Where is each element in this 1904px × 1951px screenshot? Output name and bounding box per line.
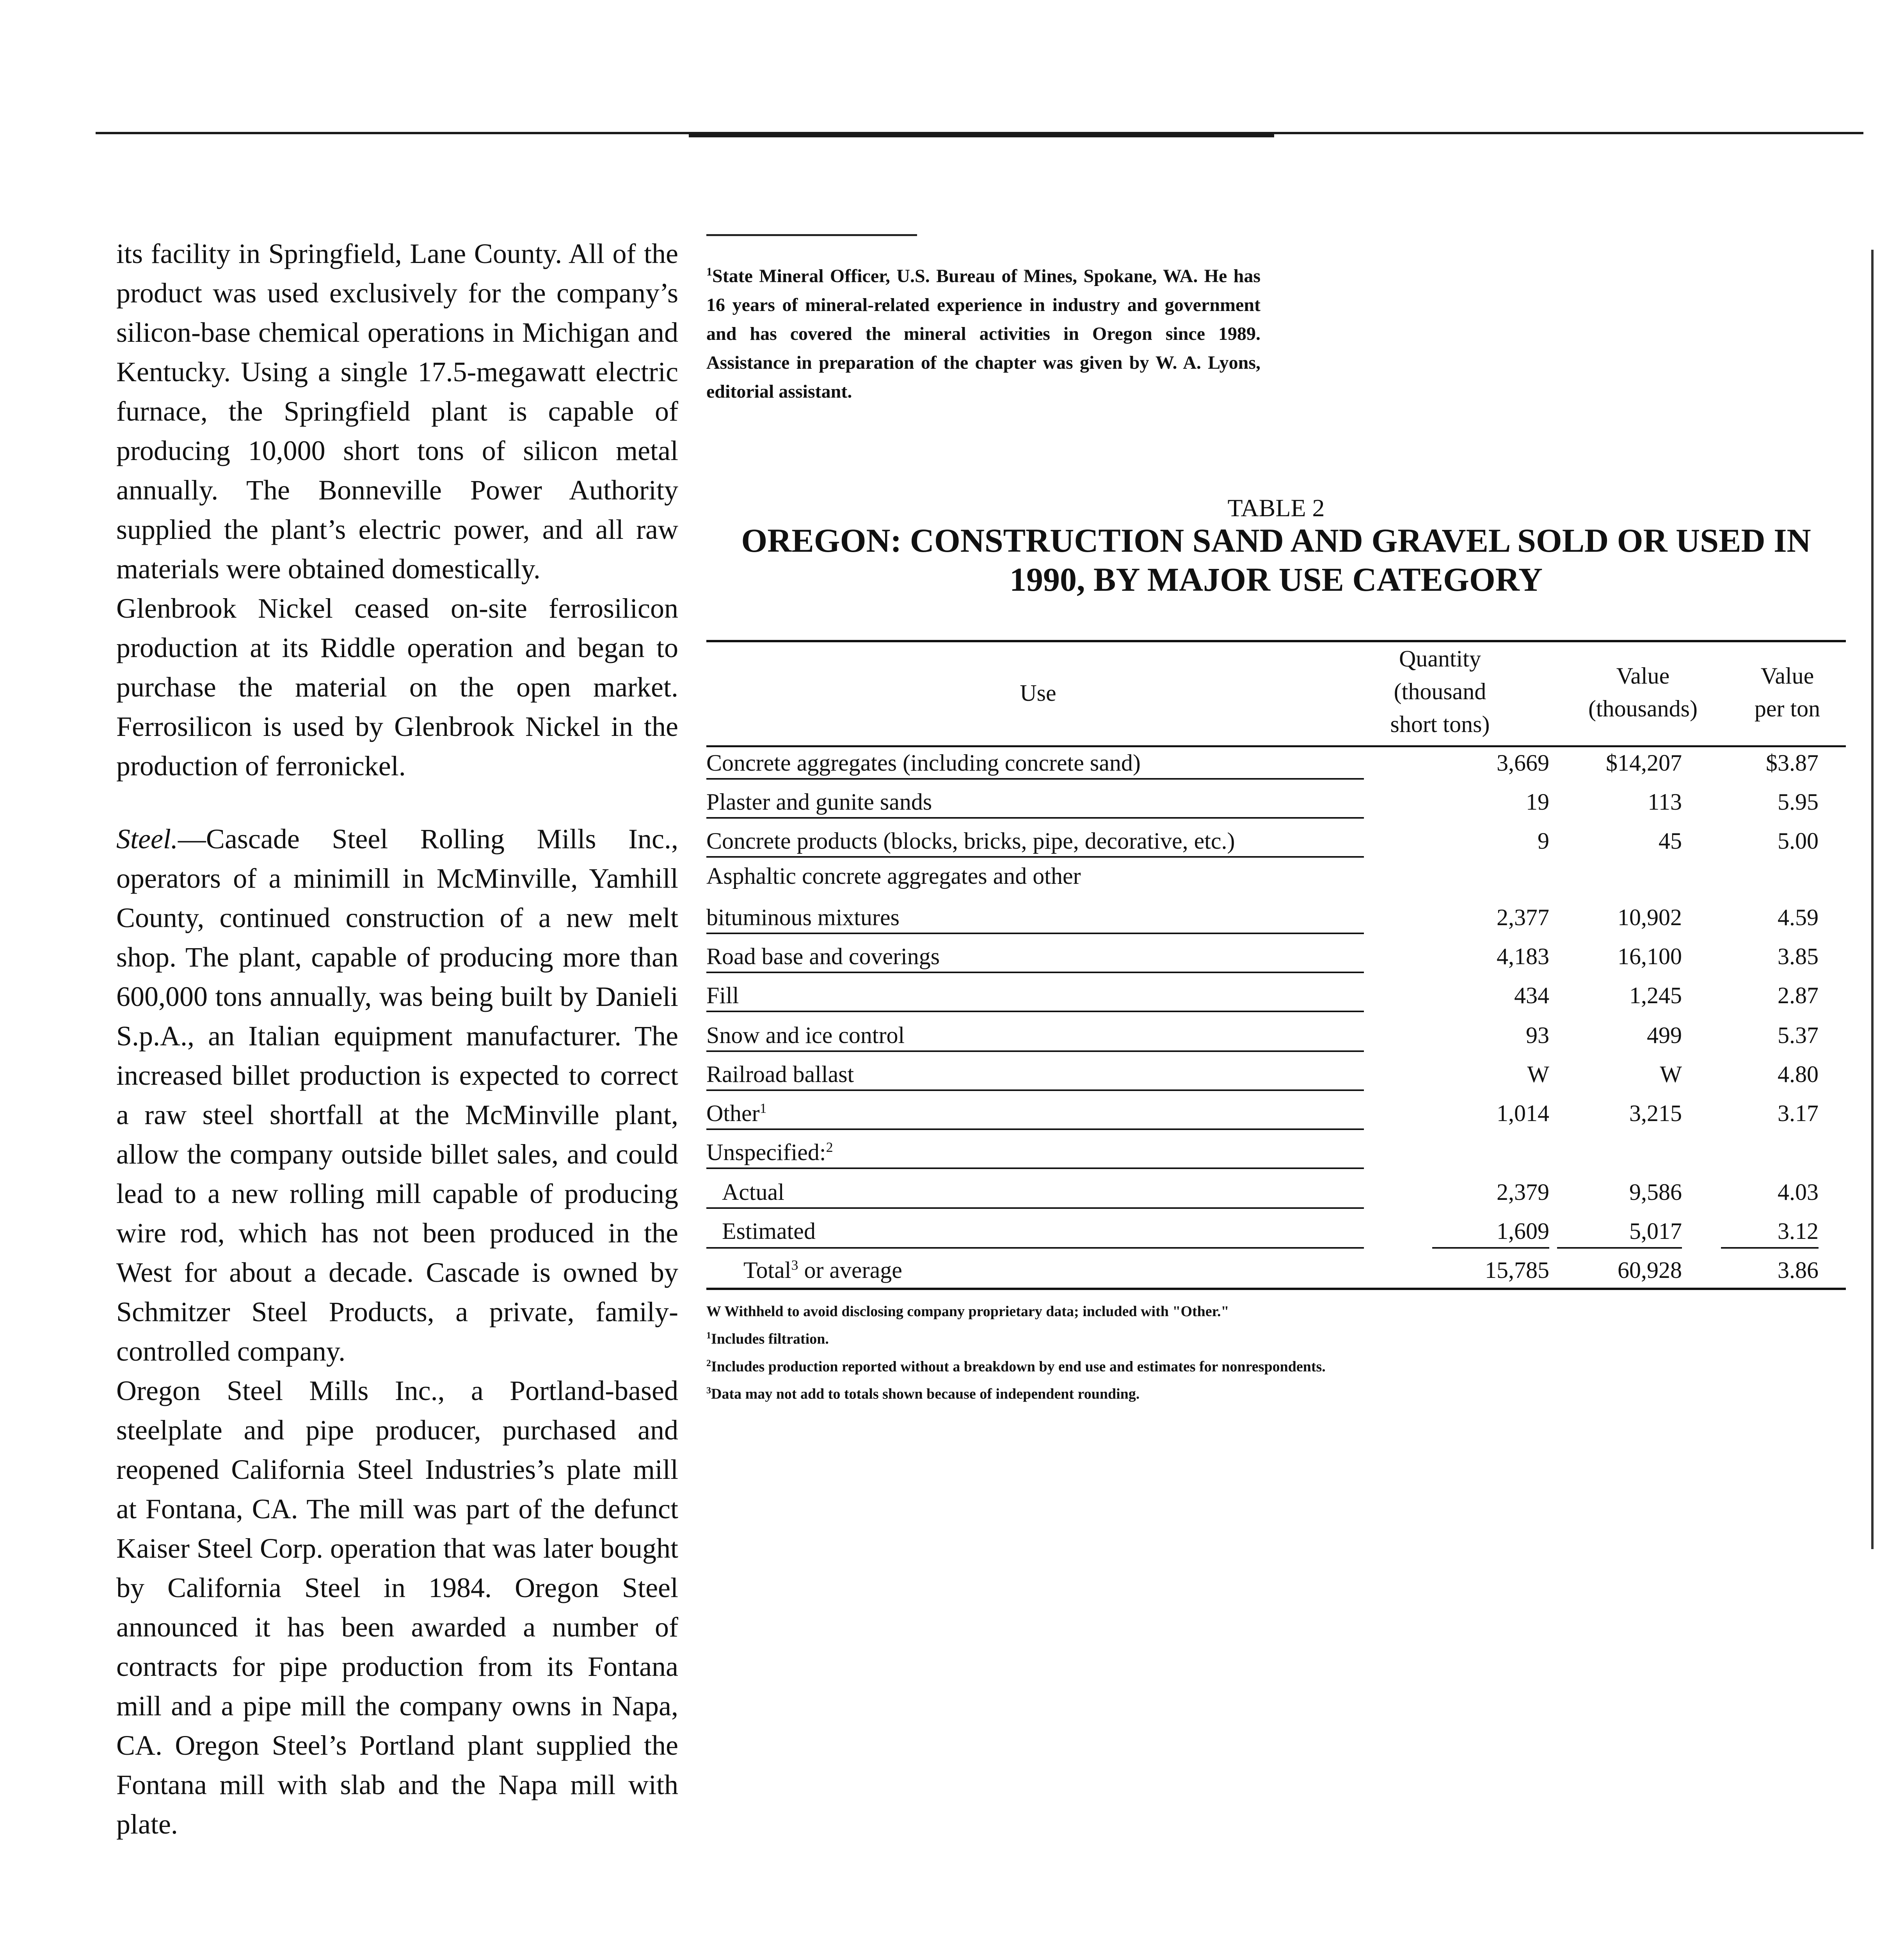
footnote-marker: 1	[706, 1331, 711, 1341]
subtotal-rule-use	[706, 1247, 1364, 1249]
row-value: 113	[1648, 789, 1682, 815]
paragraph-steel	[116, 819, 678, 1371]
row-value: 45	[1659, 828, 1682, 854]
row-separator	[706, 817, 1364, 819]
header-quantity-line3: short tons)	[1390, 711, 1490, 737]
note-withheld: W Withheld to avoid disclosing company proprietary data; included with "Other."	[706, 1303, 1229, 1320]
subtotal-rule-value	[1557, 1247, 1682, 1249]
footnote-marker: 1	[706, 265, 712, 278]
row-use-line1: Asphaltic concrete aggregates and other	[706, 863, 1081, 889]
paragraph-steel-text: —Cascade Steel Rolling Mills Inc., operators of a minimill in McMinville, Yamhill County, continued construction of a new melt shop. The plant, capable of producing more than 600,000 tons annually, was being built by Danieli S.p.A., an Italian equipment manufacturer. The increased billet production is expected to correct a raw steel shortfall at the McMinville plant, allow the company outside billet sales, and could lead to a new rolling mill capable of producing wire rod, which has not been produced in the West for about a decade. Cascade is owned by Schmitzer Steel Products, a private, family-controlled company.	[116, 823, 678, 1367]
author-footnote	[706, 258, 1260, 406]
row-value: 9,586	[1629, 1179, 1682, 1205]
row-value: 5,017	[1629, 1218, 1682, 1244]
row-per-ton: 5.95	[1778, 789, 1819, 815]
footnote-rule	[706, 234, 917, 236]
row-quantity: 2,377	[1497, 904, 1549, 930]
table-row	[706, 826, 1846, 855]
row-per-ton: 3.12	[1778, 1218, 1819, 1244]
table-row	[706, 1060, 1846, 1088]
table-notes	[706, 1299, 1846, 1406]
table-row	[706, 1099, 1846, 1127]
header-value-line1: Value	[1616, 663, 1670, 689]
header-value-line2: (thousands)	[1588, 696, 1698, 721]
top-rule-accent	[689, 134, 1274, 137]
row-use: Plaster and gunite sands	[706, 789, 932, 815]
table-row	[706, 942, 1846, 970]
row-value: 3,215	[1629, 1100, 1682, 1126]
note-text: Includes filtration.	[711, 1331, 829, 1347]
row-quantity: W	[1527, 1061, 1549, 1087]
table-title	[706, 521, 1846, 599]
row-separator	[706, 1128, 1364, 1130]
row-use-text: Unspecified:	[706, 1139, 826, 1165]
row-per-ton: $3.87	[1766, 750, 1819, 776]
table-title-line2: 1990, BY MAJOR USE CATEGORY	[1010, 561, 1543, 598]
row-use	[706, 1095, 767, 1127]
header-quantity-line2: (thousand	[1394, 679, 1486, 704]
header-value-per-ton	[1737, 659, 1838, 725]
table-row-total	[706, 1256, 1846, 1284]
row-use	[706, 1134, 833, 1166]
row-quantity: 3,669	[1497, 750, 1549, 776]
table-row	[706, 1021, 1846, 1049]
row-value: 60,928	[1618, 1257, 1682, 1283]
note-text: Includes production reported without a breakdown by end use and estimates for nonrespondents.	[711, 1358, 1326, 1375]
table-row	[706, 1217, 1846, 1245]
footnote-text: State Mineral Officer, U.S. Bureau of Mines, Spokane, WA. He has 16 years of mineral-related experience in industry and government and has covered the mineral activities in Oregon since 1989. Assistance in preparation of the chapter was given by W. A. Lyons, editorial assistant.	[706, 266, 1260, 402]
table-row	[706, 981, 1846, 1009]
row-value: $14,207	[1606, 750, 1682, 776]
paragraph-glenbrook: Glenbrook Nickel ceased on-site ferrosilicon production at its Riddle operation and began to purchase the material on the open market. Ferrosilicon is used by Glenbrook Nickel in the production of ferronickel.	[116, 593, 678, 782]
row-quantity: 9	[1538, 828, 1549, 854]
row-use-suffix: or average	[798, 1257, 902, 1283]
row-quantity: 2,379	[1497, 1179, 1549, 1205]
paragraph-silicon: its facility in Springfield, Lane County. All of the product was used exclusively for the company’s silicon-base chemical operations in Michigan and Kentucky. Using a single 17.5-megawatt electric furnace, the Springfield plant is capable of producing 10,000 short tons of silicon metal annually. The Bonneville Power Authority supplied the plant’s electric power, and all raw materials were obtained domestically.	[116, 238, 678, 585]
note-1	[706, 1324, 1846, 1351]
row-per-ton: 4.03	[1778, 1179, 1819, 1205]
table-top-rule	[706, 640, 1846, 642]
note-2	[706, 1351, 1846, 1379]
table-row	[706, 862, 1846, 931]
row-per-ton: 3.86	[1778, 1257, 1819, 1283]
note-text: Data may not add to totals shown because of independent rounding.	[711, 1386, 1140, 1402]
footnote-marker: 1	[759, 1100, 767, 1116]
row-quantity: 1,609	[1497, 1218, 1549, 1244]
table-bottom-rule	[706, 1288, 1846, 1290]
row-quantity: 4,183	[1497, 944, 1549, 969]
row-per-ton: 5.37	[1778, 1022, 1819, 1048]
row-quantity: 93	[1526, 1022, 1549, 1048]
row-value: 1,245	[1629, 983, 1682, 1008]
row-per-ton: 3.85	[1778, 944, 1819, 969]
row-quantity: 19	[1526, 789, 1549, 815]
row-per-ton: 4.59	[1778, 904, 1819, 930]
row-use	[743, 1251, 902, 1284]
row-separator	[706, 972, 1364, 973]
right-margin-line	[1871, 250, 1874, 1549]
row-separator	[706, 1167, 1364, 1169]
row-value: 16,100	[1618, 944, 1682, 969]
row-use: Road base and coverings	[706, 944, 940, 969]
row-use: Concrete aggregates (including concrete sand)	[706, 750, 1141, 776]
row-quantity: 15,785	[1485, 1257, 1549, 1283]
footnote-marker: 2	[826, 1139, 833, 1155]
table-label: TABLE 2	[1227, 494, 1325, 522]
note-3	[706, 1379, 1846, 1406]
header-per-ton-line1: Value	[1760, 663, 1814, 689]
row-use: Snow and ice control	[706, 1022, 905, 1048]
row-separator	[706, 1011, 1364, 1012]
footnote-marker: 2	[706, 1358, 711, 1368]
table-row	[706, 787, 1846, 816]
table-row	[706, 1138, 1846, 1166]
row-use: Railroad ballast	[706, 1061, 854, 1087]
section-heading-steel: Steel.	[116, 823, 178, 855]
header-value	[1577, 659, 1709, 725]
row-quantity: 434	[1514, 983, 1549, 1008]
row-value: W	[1660, 1061, 1682, 1087]
row-per-ton: 3.17	[1778, 1100, 1819, 1126]
table-title-line1: OREGON: CONSTRUCTION SAND AND GRAVEL SOLD OR USED IN	[741, 522, 1811, 559]
row-separator	[706, 1089, 1364, 1091]
subtotal-rule-per-ton	[1721, 1247, 1819, 1249]
row-per-ton: 4.80	[1778, 1061, 1819, 1087]
header-quantity	[1381, 642, 1499, 741]
row-per-ton: 2.87	[1778, 983, 1819, 1008]
left-text-column	[116, 234, 678, 1844]
row-use-text: Other	[706, 1100, 760, 1126]
row-value: 499	[1647, 1022, 1682, 1048]
row-per-ton: 5.00	[1778, 828, 1819, 854]
table-row	[706, 1178, 1846, 1206]
row-use: bituminous mixtures	[706, 904, 900, 930]
header-per-ton-line2: per ton	[1754, 696, 1820, 721]
row-use: Fill	[706, 983, 739, 1008]
row-use: Actual	[722, 1179, 784, 1205]
header-quantity-line1: Quantity	[1399, 646, 1481, 672]
footnote-marker: 3	[791, 1257, 798, 1273]
table-row	[706, 748, 1846, 776]
row-use-text: Total	[743, 1257, 791, 1283]
row-quantity: 1,014	[1497, 1100, 1549, 1126]
subtotal-rule-quantity	[1432, 1247, 1549, 1249]
row-separator	[706, 778, 1364, 780]
row-use: Estimated	[722, 1218, 816, 1244]
footnote-marker: 3	[706, 1386, 711, 1396]
row-separator	[706, 933, 1364, 934]
table-header-rule	[706, 745, 1846, 747]
row-use: Concrete products (blocks, bricks, pipe, decorative, etc.)	[706, 828, 1235, 854]
header-use: Use	[1020, 680, 1056, 706]
row-separator	[706, 1050, 1364, 1052]
row-separator	[706, 856, 1364, 858]
row-separator	[706, 1207, 1364, 1209]
paragraph-oregon-steel: Oregon Steel Mills Inc., a Portland-based steelplate and pipe producer, purchased and reopened California Steel Industries’s plate mill at Fontana, CA. The mill was part of the defunct Kaiser Steel Corp. operation that was later bought by California Steel in 1984. Oregon Steel announced it has been awarded a number of contracts for pipe production from its Fontana mill and a pipe mill the company owns in Napa, CA. Oregon Steel’s Portland plant supplied the Fontana mill with slab and the Napa mill with plate.	[116, 1375, 678, 1840]
row-value: 10,902	[1618, 904, 1682, 930]
